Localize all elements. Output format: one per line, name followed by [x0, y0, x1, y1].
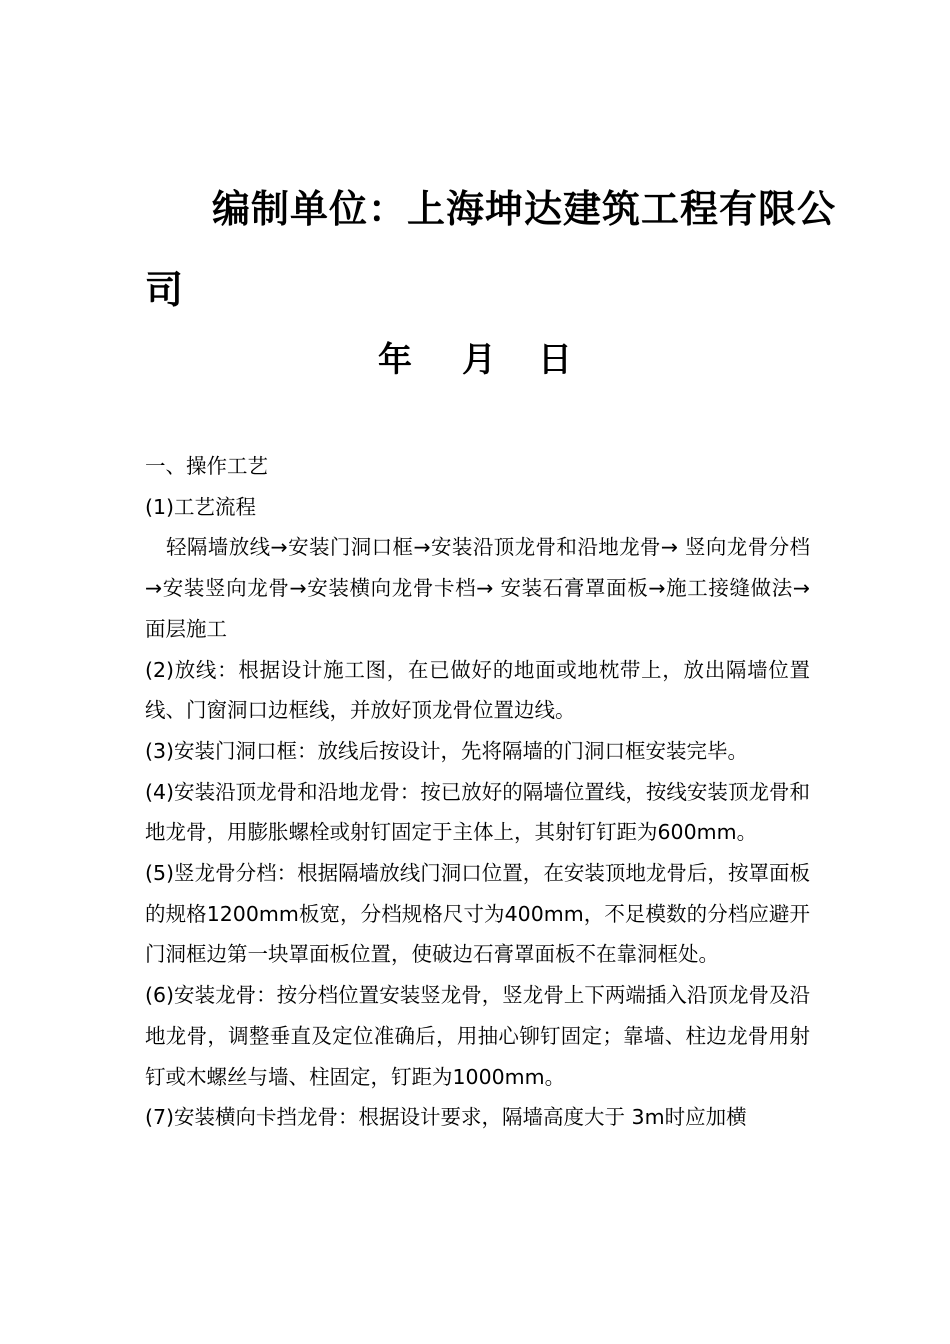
paragraph-top-bottom-keel: (4)安装沿顶龙骨和沿地龙骨：按已放好的隔墙位置线，按线安装顶龙骨和地龙骨，用膨胀螺栓或射钉固定于主体上，其射钉钉距为600mm。 [145, 779, 810, 845]
paragraph-door-frame: (3)安装门洞口框：放线后按设计，先将隔墙的门洞口框安装完毕。 [145, 738, 749, 763]
date-line [0, 332, 950, 381]
date-day: 日 [538, 340, 572, 380]
paragraph-cross-keel: (7)安装横向卡挡龙骨：根据设计要求，隔墙高度大于 3m时应加横 [145, 1105, 747, 1130]
paragraph-keel-spacing: (5)竖龙骨分档：根据隔墙放线门洞口位置，在安装顶地龙骨后，按罩面板的规格1200mm板宽，分档规格尺寸为400mm，不足模数的分档应避开门洞框边第一块罩面板位置，使破边石膏罩面板不在靠洞框处。 [145, 861, 810, 967]
date-month: 月 [462, 340, 496, 380]
paragraph-process-title: (1)工艺流程 [145, 494, 257, 519]
paragraph-process-flow: 轻隔墙放线→安装门洞口框→安装沿顶龙骨和沿地龙骨→ 竖向龙骨分档→安装竖向龙骨→安装横向龙骨卡档→ 安装石膏罩面板→施工接缝做法→面层施工 [145, 535, 810, 641]
paragraph-install-keel: (6)安装龙骨：按分档位置安装竖龙骨，竖龙骨上下两端插入沿顶龙骨及沿地龙骨，调整垂直及定位准确后，用抽心铆钉固定；靠墙、柱边龙骨用射钉或木螺丝与墙、柱固定，钉距为1000mm。 [145, 983, 810, 1089]
paragraph-layout-line: (2)放线：根据设计施工图，在已做好的地面或地枕带上，放出隔墙位置线、门窗洞口边框线，并放好顶龙骨位置边线。 [145, 657, 810, 723]
company-title-line2: 司 [145, 268, 185, 312]
company-title-line1: 编制单位：上海坤达建筑工程有限公 [212, 187, 837, 231]
section-heading: 一、操作工艺 [145, 454, 268, 478]
document-body [145, 446, 810, 1138]
date-year: 年 [378, 340, 412, 380]
